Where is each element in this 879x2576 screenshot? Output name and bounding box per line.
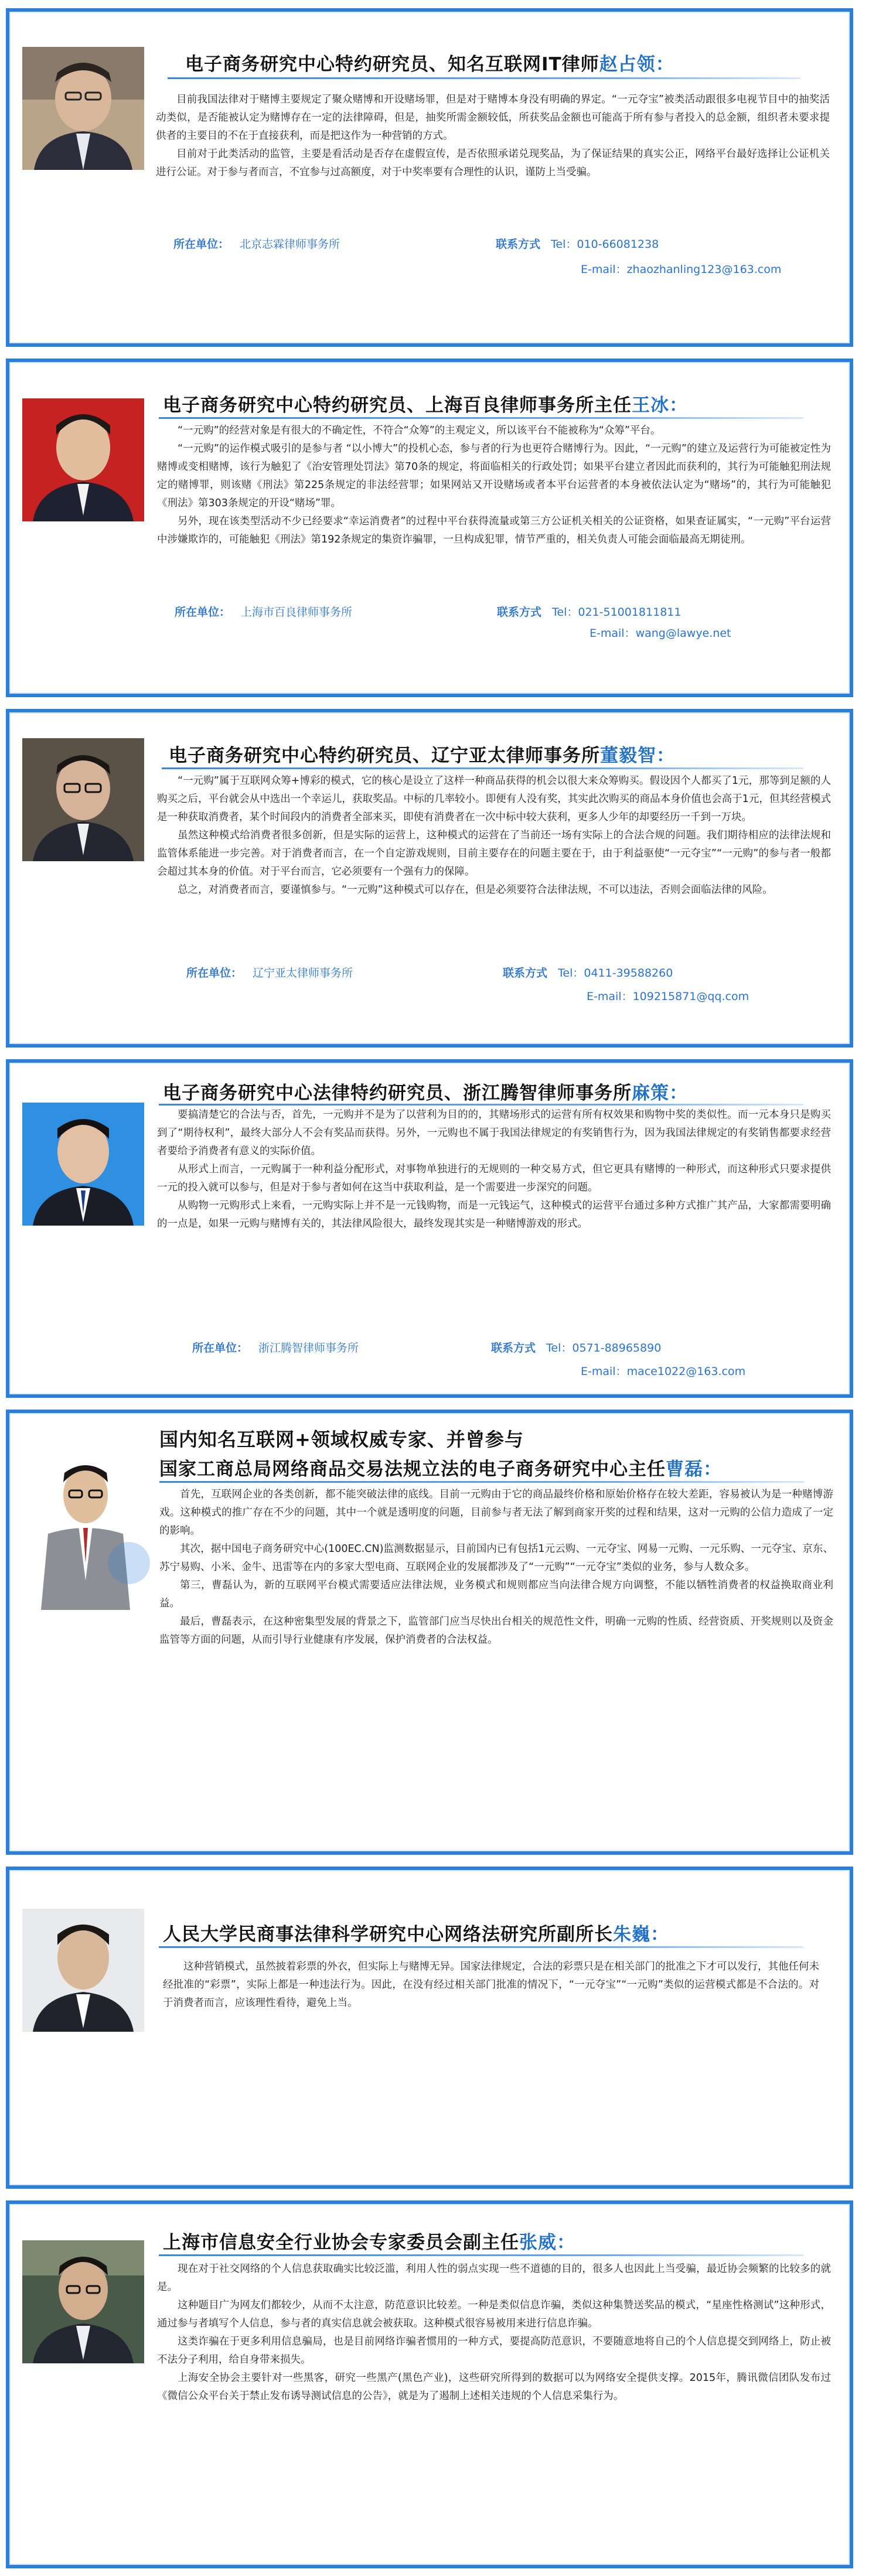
contact-label: 联系方式 <box>491 1342 536 1354</box>
expert-name: 朱巍 <box>613 1924 650 1945</box>
contact-label: 联系方式 <box>496 238 541 251</box>
title-colon: ： <box>650 1924 669 1945</box>
card-title-6 <box>163 1919 669 1946</box>
title-underline <box>159 1946 803 1948</box>
title-line1: 国内知名互联网+领域权威专家、并曾参与 <box>159 1428 524 1451</box>
card-body-2 <box>157 422 831 549</box>
title-underline <box>159 417 803 419</box>
paragraph: 最后，曹磊表示，在这种密集型发展的背景之下，监管部门应当尽快出台相关的规范性文件，明确一元购的性质、经营资质、开奖规则以及资金监管等方面的问题，从而引导行业健康有序发展，保护消费者的合法权益。 <box>159 1616 833 1646</box>
paragraph: 上海安全协会主要针对一些黑客，研究一些黑产(黑色产业)，这些研究所得到的数据可以为网络安全提供支撑。2015年，腾讯微信团队发布过《微信公众平台关于禁止发布诱导测试信息的公告》，就是为了遏制上述相关违规的个人信息采集行为。 <box>157 2372 831 2402</box>
paragraph: 从形式上而言，一元购属于一种利益分配形式，对事物单独进行的无规则的一种交易方式，但它更具有赌博的一种形式，而这种形式只要求提供一元的投入就可以参与，但是对于参与者如何在这当中获取利益，是一个需要进一步深究的问题。 <box>157 1164 831 1193</box>
email-info <box>581 1363 745 1379</box>
expert-card-7 <box>6 2200 853 2568</box>
expert-photo-5 <box>18 1446 154 1610</box>
title-underline <box>162 767 803 769</box>
portrait-image <box>22 738 144 861</box>
expert-card-4 <box>6 1059 853 1398</box>
title-prefix: 电子商务研究中心特约研究员、上海百良律师事务所主任 <box>163 395 632 416</box>
contact-info <box>497 603 681 619</box>
card-body-7 <box>157 2260 831 2406</box>
paragraph: 总之，对消费者而言，要谨慎参与。“一元购”这种模式可以存在，但是必须要符合法律法规，不可以违法，否则会面临法律的风险。 <box>178 884 773 896</box>
paragraph: 现在对于社交网络的个人信息获取确实比较泛滥，利用人性的弱点实现一些不道德的目的，很多人也因此上当受骗，最近协会频繁的比较多的就是。 <box>157 2263 831 2293</box>
card-title-3 <box>169 741 675 767</box>
expert-card-1 <box>6 8 853 347</box>
title-colon: ： <box>669 395 688 416</box>
card-body-1 <box>156 91 830 182</box>
card-title-1 <box>185 49 674 76</box>
paragraph: 目前对于此类活动的监管，主要是看活动是否存在虚假宣传，是否依照承诺兑现奖品，为了保证结果的真实公正，网络平台最好选择让公证机关进行公证。对于参与者而言，不宜参与过高额度，对于中奖率要有合理性的认识，谨防上当受骗。 <box>156 148 830 178</box>
unit-info <box>175 603 352 619</box>
portrait-image <box>22 398 144 521</box>
title-colon: ： <box>669 1083 688 1104</box>
unit-label: 所在单位： <box>175 606 231 619</box>
email-info <box>587 988 749 1004</box>
unit-name: 北京志霖律师事务所 <box>240 238 340 251</box>
email-info <box>581 261 781 277</box>
tel: Tel：0571-88965890 <box>546 1342 662 1354</box>
expert-name: 麻策 <box>632 1083 669 1104</box>
title-colon: ： <box>655 54 674 75</box>
expert-card-5 <box>6 1410 853 1855</box>
paragraph: 要搞清楚它的合法与否，首先，一元购并不是为了以营利为目的的，其赌场形式的运营有所有权效果和购物中奖的类似性。而一元本身只是购买到了“期待权利”，最终大部分人不会有奖品而获得。另外，一元购也不属于我国法律规定的有奖销售行为，因为我国法律规定的有奖销售都要求经营者要给予消费者有意义的实际价值。 <box>157 1109 831 1157</box>
expert-card-6 <box>6 1867 853 2189</box>
email-info <box>590 625 731 640</box>
email: E-mail：109215871@qq.com <box>587 990 749 1003</box>
portrait-image <box>22 2240 144 2363</box>
paragraph: “一元购”的经营对象是有很大的不确定性，不符合“众筹”的主观定义，所以该平台不能被称为“众筹”平台。 <box>178 425 661 436</box>
expert-name: 张威 <box>519 2232 557 2253</box>
title-prefix: 国家工商总局网络商品交易法规立法的电子商务研究中心主任 <box>159 1459 666 1480</box>
expert-name: 董毅智 <box>600 745 656 766</box>
paragraph: 目前我国法律对于赌博主要规定了聚众赌博和开设赌场罪，但是对于赌博本身没有明确的界定。“一元夺宝”被类活动跟很多电视节目中的抽奖活动类似，是否能被认定为赌博存在一定的法律障碍，但是，抽奖所需金额较低，所获奖品金额也可能高于所有参与者投入的总金额，组织者未要求提供者的主要目的不在于直接获利，而是把这作为一种营销的方式。 <box>156 94 830 142</box>
card-body-4 <box>157 1106 831 1233</box>
title-underline <box>159 1481 804 1483</box>
tel: Tel：010-66081238 <box>551 238 659 251</box>
expert-photo-3 <box>22 738 144 861</box>
expert-name: 赵占领 <box>599 54 656 75</box>
expert-photo-1 <box>22 47 144 170</box>
title-underline <box>168 77 800 79</box>
portrait-image <box>18 1446 154 1610</box>
tel: Tel：021-51001811811 <box>552 606 682 619</box>
title-underline <box>159 1104 803 1106</box>
title-prefix: 上海市信息安全行业协会专家委员会副主任 <box>163 2232 519 2253</box>
paragraph: 这种营销模式，虽然披着彩票的外衣，但实际上与赌博无异。国家法律规定，合法的彩票只是在相关部门的批准之下才可以发行，其他任何未经批准的“彩票”，实际上都是一种违法行为。因此，在没有经过相关部门批准的情况下，“一元夺宝”“一元购”类似的运营模式都是不合法的。对于消费者而言，应该理性看待，避免上当。 <box>163 1961 819 2009</box>
title-prefix: 电子商务研究中心法律特约研究员、浙江腾智律师事务所 <box>163 1083 632 1104</box>
email: E-mail：zhaozhanling123@163.com <box>581 263 782 276</box>
paragraph: 虽然这种模式给消费者很多创新，但是实际的运营上，这种模式的运营在了当前还一场有实际上的合法合规的问题。我们期待相应的法律法规和监管体系能进一步完善。对于消费者而言，在一个自定游戏规则，目前主要存在的问题主要在于，由于利益驱使“一元夺宝”“一元购”的参与者一般都会超过其本身的价值。对于平台而言，它必须要有一个强有力的保障。 <box>157 830 831 878</box>
title-colon: ： <box>703 1459 722 1480</box>
email: E-mail：wang@lawye.net <box>590 627 731 640</box>
card-body-3 <box>157 772 831 899</box>
card-body-6 <box>163 1958 819 2012</box>
portrait-image <box>22 1909 144 2032</box>
card-title-4 <box>163 1078 688 1104</box>
card-title-5-line1 <box>159 1425 524 1452</box>
paragraph: 这类诈骗在于更多利用信息骗局，也是目前网络诈骗者惯用的一种方式，要提高防范意识，不要随意地将自己的个人信息提交到网络上，防止被不法分子利用，给自身带来损失。 <box>157 2336 831 2366</box>
unit-label: 所在单位： <box>192 1342 248 1354</box>
title-prefix: 人民大学民商事法律科学研究中心网络法研究所副所长 <box>163 1924 613 1945</box>
unit-name: 上海市百良律师事务所 <box>241 606 353 619</box>
card-body-5 <box>159 1486 833 1649</box>
portrait-image <box>22 47 144 170</box>
paragraph: “一元购”属于互联网众筹+博彩的模式，它的核心是设立了这样一种商品获得的机会以很大来众筹购买。假设因个人都买了1元，那等到足额的人购买之后，平台就会从中选出一个幸运儿，获取奖品。中标的几率较小。即便有人没有奖，其实此次购买的商品本身价值也会高于1元，但其经营模式是一种获取消费者，某个时间段内的消费者全部来买，即使有消费者在一次中标中较大获利，更多人少年的却要经历一千到一万块。 <box>157 775 831 823</box>
unit-label: 所在单位： <box>173 238 230 251</box>
contact-label: 联系方式 <box>497 606 542 619</box>
paragraph: 其次，据中国电子商务研究中心(100EC.CN)监测数据显示，目前国内已有包括1元云购、一元夺宝、网易一元购、一元乐购、一元夺宝、京东、苏宁易购、小米、金牛、迅雷等在内的多家大型电商、互联网企业的发展都涉及了“一元购”“一元夺宝”类似的业务，参与人数众多。 <box>159 1543 833 1573</box>
paragraph: 第三，曹磊认为，新的互联网平台模式需要适应法律法规，业务模式和规则都应当向法律合规方向调整，不能以牺牲消费者的权益换取商业利益。 <box>159 1579 833 1609</box>
expert-photo-7 <box>22 2240 144 2363</box>
expert-card-3 <box>6 709 853 1048</box>
contact-info <box>503 964 673 980</box>
title-prefix: 电子商务研究中心特约研究员、辽宁亚太律师事务所 <box>169 745 600 766</box>
unit-name: 辽宁亚太律师事务所 <box>253 967 353 980</box>
unit-name: 浙江腾智律师事务所 <box>258 1342 359 1354</box>
expert-photo-4 <box>22 1103 144 1226</box>
expert-name: 曹磊 <box>666 1459 703 1480</box>
title-colon: ： <box>656 745 675 766</box>
title-colon: ： <box>557 2232 575 2253</box>
unit-info <box>173 236 340 251</box>
card-title-2 <box>163 390 688 417</box>
title-prefix: 电子商务研究中心特约研究员、知名互联网IT律师 <box>185 54 599 75</box>
title-underline <box>159 2254 803 2256</box>
contact-label: 联系方式 <box>503 967 548 980</box>
unit-label: 所在单位： <box>186 967 243 980</box>
unit-info <box>192 1339 359 1355</box>
tel: Tel：0411-39588260 <box>558 967 673 980</box>
paragraph: 这种题目广为网友们都较少，从而不太注意，防范意识比较差。一种是类似信息诈骗，类似这种集赞送奖品的模式，“星座性格测试”这种形式，通过参与者填写个人信息，参与者的真实信息就会被获取。这种模式很容易被用来进行信息诈骗。 <box>157 2299 831 2329</box>
unit-info <box>186 964 353 980</box>
paragraph: 另外，现在该类型活动不少已经要求“幸运消费者”的过程中平台获得流量或第三方公证机关相关的公证资格，如果查证属实，“一元购”平台运营中涉嫌欺诈的，可能触犯《刑法》第192条规定的集资诈骗罪，一旦构成犯罪，情节严重的，相关负责人可能会面临最高无期徒刑。 <box>157 516 831 545</box>
card-title-5 <box>159 1454 722 1480</box>
paragraph: “一元购”的运作模式吸引的是参与者 “以小博大”的投机心态，参与者的行为也更符合赌博行为。因此，“一元购”的建立及运营行为可能被定性为赌博或变相赌博，该行为触犯了《治安管理处罚法》第70条的规定，将面临相关的行政处罚；如果平台建立者因此而获利的，其行为可能触犯刑法规定的赌博罪，则该赌《刑法》第225条规定的非法经营罪；如果网站又开设赌场或者本平台运营者的本身被依法认定为“赌场”的，其行为可能触犯《刑法》第303条规定的开设“赌场”罪。 <box>157 443 831 509</box>
portrait-image <box>22 1103 144 1226</box>
expert-card-2 <box>6 359 853 697</box>
contact-info <box>496 236 659 251</box>
contact-info <box>491 1339 661 1355</box>
email: E-mail：mace1022@163.com <box>581 1365 746 1378</box>
paragraph: 首先，互联网企业的各类创新，都不能突破法律的底线。目前一元购由于它的商品最终价格和原始价格存在较大差距，容易被认为是一种赌博游戏。这种模式的推广存在不少的问题，其中一个就是透明度的问题，目前参与者无法了解到商家开奖的过程和结果，这对一元购的公信力造成了一定的影响。 <box>159 1489 833 1537</box>
expert-name: 王冰 <box>632 395 669 416</box>
expert-photo-6 <box>22 1909 144 2032</box>
card-title-7 <box>163 2227 575 2254</box>
expert-photo-2 <box>22 398 144 521</box>
paragraph: 从购物一元购形式上来看，一元购实际上并不是一元钱购物，而是一元钱运气，这种模式的运营平台通过多种方式推广其产品，大家都需要明确的一点是，如果一元购与赌博有关的，其法律风险很大，最终发现其实是一种赌博游戏的形式。 <box>157 1200 831 1230</box>
